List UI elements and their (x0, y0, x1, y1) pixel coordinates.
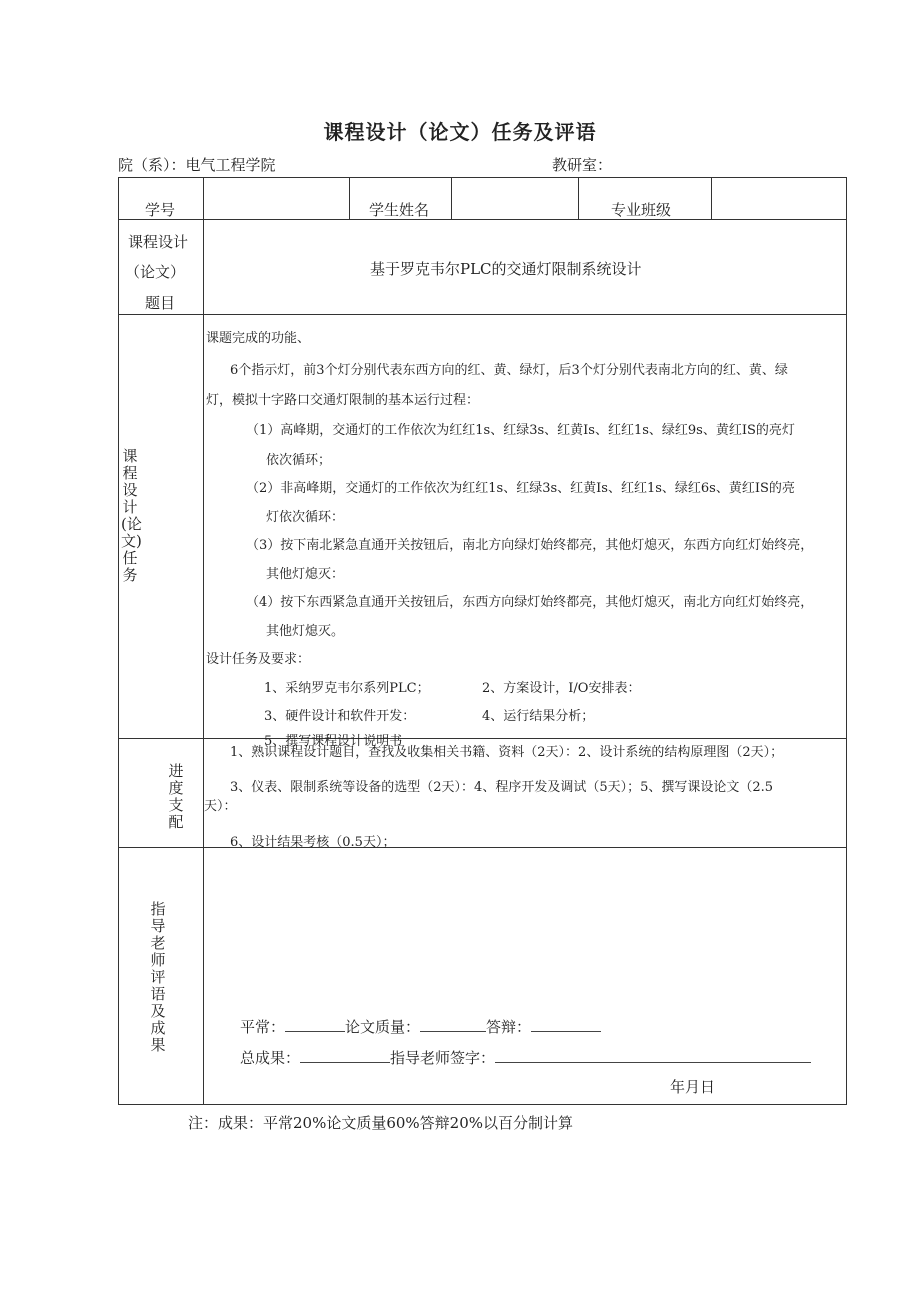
schedule-line: 天）： (204, 799, 237, 814)
schedule-label: 进度支配 (168, 762, 184, 831)
requirement-item: 2、方案设计，I/O安排表： (482, 681, 641, 696)
defense-label: 答辩： (486, 1018, 532, 1036)
student-id-label: 学号 (145, 201, 176, 219)
intro-text: 灯，模拟十字路口交通灯限制的基本运行过程： (206, 393, 480, 408)
requirements-heading: 设计任务及要求： (206, 652, 311, 667)
column-divider (451, 178, 452, 219)
row-divider (119, 219, 846, 220)
evaluation-label: 指导老师评语及成果 (150, 900, 166, 1054)
defense-field[interactable] (531, 1017, 601, 1032)
schedule-line: 1、熟识课程设计题目，查找及收集相关书籍、资料（2天）：2、设计系统的结构原理图（2天）； (230, 745, 784, 760)
total-score-label: 总成果： (240, 1049, 301, 1067)
schedule-line: 6、设计结果考核（0.5天）； (230, 835, 396, 850)
usual-score-label: 平常： (240, 1018, 286, 1036)
requirement-item: 5、撰写课程设计说明书 (264, 734, 403, 749)
usual-score-field[interactable] (285, 1017, 345, 1032)
task-item: （1）高峰期，交通灯的工作依次为红红1s、红绿3s、红黄Is、红红1s、绿红9s、黄红IS的亮灯 (246, 423, 795, 438)
class-label: 专业班级 (611, 201, 672, 219)
topic-label-line: （论文） (125, 263, 186, 281)
task-item: （2）非高峰期，交通灯的工作依次为红红1s、红绿3s、红黄Is、红红1s、绿红6s、黄红IS的亮 (246, 481, 795, 496)
date-label: 年月日 (670, 1078, 716, 1096)
task-item: （3）按下南北紧急直通开关按钮后，南北方向绿灯始终都亮，其他灯熄灭，东西方向红灯始终亮， (246, 538, 814, 553)
schedule-line: 3、仪表、限制系统等设备的选型（2天）：4、程序开发及调试（5天）；5、撰写课设论文（2.5 (230, 780, 774, 795)
thesis-quality-field[interactable] (420, 1017, 486, 1032)
topic-label-line: 题目 (145, 294, 176, 312)
thesis-topic: 基于罗克韦尔PLC的交通灯限制系统设计 (370, 260, 642, 278)
topic-label-line: 课程设计 (128, 233, 189, 251)
column-divider (578, 178, 579, 219)
column-divider (349, 178, 350, 219)
task-item: 其他灯熄灭： (266, 567, 345, 582)
requirement-item: 3、硬件设计和软件开发： (264, 709, 416, 724)
column-divider (711, 178, 712, 219)
class-field[interactable] (713, 180, 844, 217)
total-score-line (240, 1047, 811, 1068)
requirement-item: 1、采纳罗克韦尔系列PLC； (264, 681, 430, 696)
student-name-field[interactable] (453, 180, 576, 217)
footnote: 注：成果：平常20%论文质量60%答辩20%以百分制计算 (188, 1114, 574, 1132)
functions-heading: 课题完成的功能、 (206, 331, 311, 346)
schedule-content (204, 739, 846, 850)
department-label: 院（系）：电气工程学院 (118, 156, 276, 174)
total-score-field[interactable] (300, 1048, 390, 1063)
document-title: 课程设计（论文）任务及评语 (323, 120, 597, 144)
task-evaluation-table (118, 177, 847, 1105)
task-item: 其他灯熄灭。 (266, 624, 345, 639)
task-item: 依次循环； (266, 453, 332, 468)
student-id-field[interactable] (205, 180, 347, 217)
task-content (204, 315, 846, 749)
task-label: 课程设计(论文)任务 (121, 447, 142, 584)
task-item: （4）按下东西紧急直通开关按钮后，东西方向绿灯始终都亮，其他灯熄灭，南北方向红灯始终亮， (246, 595, 814, 610)
teaching-office-label: 教研室： (552, 156, 613, 174)
signature-label: 指导老师签字： (390, 1049, 496, 1067)
intro-text: 6个指示灯，前3个灯分别代表东西方向的红、黄、绿灯，后3个灯分别代表南北方向的红、黄、绿 (230, 363, 788, 378)
row-divider (119, 847, 846, 848)
requirement-item: 4、运行结果分析； (482, 709, 595, 724)
task-item: 灯依次循环： (266, 510, 345, 525)
signature-field[interactable] (495, 1048, 811, 1063)
usual-score-line (240, 1016, 601, 1037)
student-name-label: 学生姓名 (369, 201, 430, 219)
thesis-quality-label: 论文质量： (345, 1018, 421, 1036)
